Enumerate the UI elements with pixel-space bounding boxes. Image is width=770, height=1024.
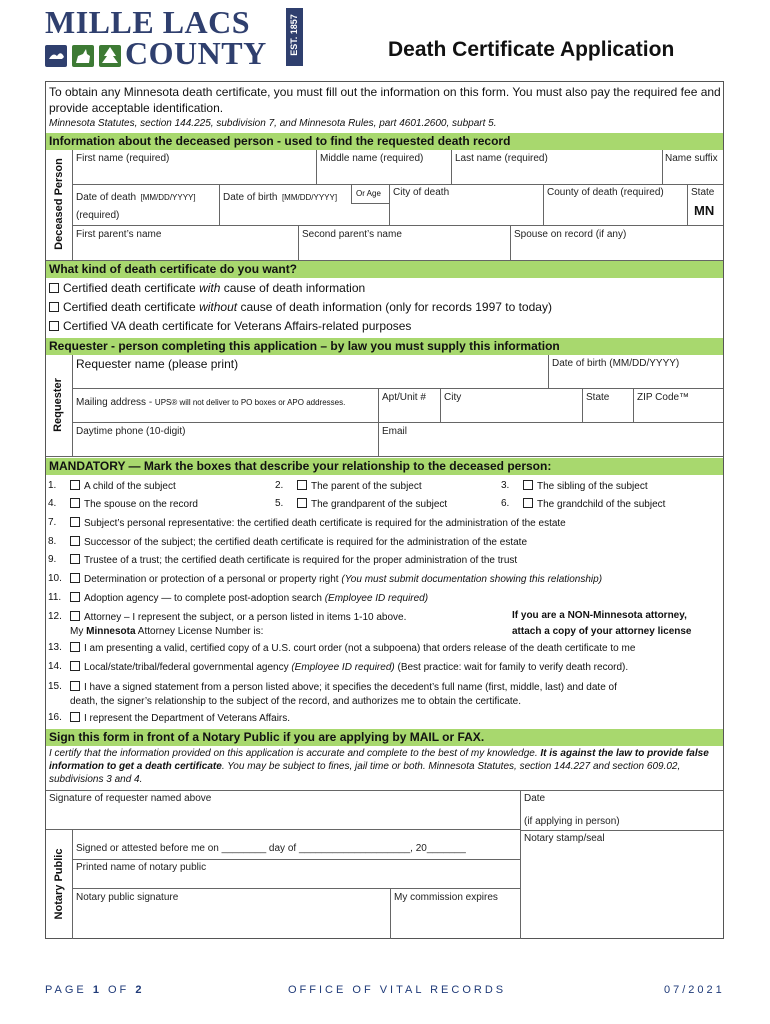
rel-7-text: Subject’s personal representative: the certified death certificate is required for the administration of the estate [84, 518, 566, 529]
rel-option-15[interactable] [70, 681, 617, 693]
zip-field[interactable]: ZIP Code™ [637, 392, 690, 403]
deceased-section-header: Information about the deceased person - used to find the requested death record [46, 133, 723, 150]
checkbox-icon[interactable] [70, 536, 80, 546]
checkbox-icon[interactable] [70, 712, 80, 722]
rel-option-13[interactable] [70, 642, 635, 654]
requester-section-header: Requester - person completing this application – by law you must supply this information [46, 338, 723, 355]
date-of-birth-label: Date of birth [223, 192, 278, 203]
kind-opt2-text2: cause of death information (only for records 1997 to today) [237, 300, 552, 314]
mailing-address-note: UPS® will not deliver to PO boxes or APO addresses. [154, 398, 346, 407]
deceased-side-label: Deceased Person [53, 158, 65, 250]
rel-num-9: 9. [48, 554, 57, 565]
page-total: 2 [135, 984, 145, 996]
rel-16-text: I represent the Department of Veterans Affairs. [84, 713, 291, 724]
rel-10-note: (You must submit documentation showing this relationship) [341, 574, 603, 585]
notary-printed-name-field[interactable]: Printed name of notary public [76, 862, 207, 873]
requester-dob-field[interactable]: Date of birth (MM/DD/YYYY) [552, 358, 680, 369]
signature-date-field[interactable]: Date [524, 793, 546, 804]
signed-before-field[interactable]: Signed or attested before me on ________ day of ____________________, 20_______ [76, 843, 466, 854]
rel-num-1: 1. [48, 480, 57, 491]
relationship-section-header: MANDATORY — Mark the boxes that describe your relationship to the deceased person: [46, 458, 723, 475]
rel-12-b2: Minnesota [86, 626, 136, 637]
date-of-death-required: (required) [76, 210, 120, 221]
checkbox-icon[interactable] [70, 661, 80, 671]
logo-est-badge [286, 8, 303, 66]
signature-date-note: (if applying in person) [524, 816, 620, 827]
rel-option-4[interactable] [70, 498, 198, 510]
rel-14-text2: (Best practice: wait for family to verify death record). [394, 662, 629, 673]
checkbox-icon[interactable] [70, 592, 80, 602]
page-label: PAGE [45, 984, 93, 996]
kind-option-with-cause[interactable] [49, 281, 365, 295]
rel-2-text: The parent of the subject [311, 481, 422, 492]
rel-option-5[interactable] [297, 498, 447, 510]
rel-num-5: 5. [275, 498, 284, 509]
commission-expires-field[interactable]: My commission expires [394, 892, 498, 903]
state-field[interactable]: State [586, 392, 610, 403]
rel-option-14[interactable] [70, 661, 628, 673]
rel-option-12[interactable] [70, 611, 406, 623]
notary-side-label-box [46, 830, 72, 939]
rel-4-text: The spouse on the record [84, 499, 198, 510]
rel-15-text: I have a signed statement from a person listed above; it specifies the decedent’s full name (first, middle, last) and date of [84, 682, 617, 693]
rel-1-text: A child of the subject [84, 481, 176, 492]
rel-15-continued: death, the signer’s relationship to the subject of the record, and authorizes me to obtain the certificate. [70, 696, 522, 707]
rel-12-text: Attorney – I represent the subject, or a person listed in items 1-10 above. [84, 612, 407, 623]
deceased-state-value: MN [694, 203, 715, 218]
intro-statute: Minnesota Statutes, section 144.225, subdivision 7, and Minnesota Rules, part 4601.2600, subpart 5. [49, 118, 497, 129]
first-name-field[interactable]: First name (required) [76, 153, 170, 164]
rel-option-3[interactable] [523, 480, 648, 492]
rel-10-text: Determination or protection of a personal or property right [84, 574, 342, 585]
rel-num-2: 2. [275, 480, 284, 491]
rel-num-7: 7. [48, 517, 57, 528]
logo-icons [45, 44, 129, 68]
rel-9-text: Trustee of a trust; the certified death certificate is required for the proper administration of the trust [84, 555, 518, 566]
rel-option-16[interactable] [70, 712, 290, 724]
deceased-side-label-box [46, 150, 72, 260]
requester-side-label: Requester [52, 378, 64, 432]
kind-opt3-text: Certified VA death certificate for Veterans Affairs-related purposes [63, 319, 412, 333]
attorney-license-label [70, 626, 263, 637]
footer-office: OFFICE OF VITAL RECORDS [288, 984, 507, 996]
checkbox-icon[interactable] [70, 611, 80, 621]
deceased-state-label: State [691, 187, 715, 198]
rel-5-text: The grandparent of the subject [311, 499, 448, 510]
certify-text-c: . You may be subject to fines, jail time or both. Minnesota Statutes, section 144.227 and section 609.02, subdivisions 3 and 4. [49, 761, 681, 785]
kind-option-without-cause[interactable] [49, 300, 552, 314]
rel-11-text: Adoption agency — to complete post-adoption search [84, 593, 325, 604]
rel-num-12: 12. [48, 611, 62, 622]
rel-num-4: 4. [48, 498, 57, 509]
footer-date: 07/2021 [664, 984, 725, 996]
checkbox-icon[interactable] [49, 302, 59, 312]
rel-num-16: 16. [48, 712, 62, 723]
city-field[interactable]: City [444, 392, 462, 403]
checkbox-icon[interactable] [49, 283, 59, 293]
middle-name-field[interactable]: Middle name (required) [320, 153, 424, 164]
date-of-birth-format: [MM/DD/YYYY] [281, 193, 338, 202]
checkbox-icon[interactable] [70, 573, 80, 583]
checkbox-icon[interactable] [70, 554, 80, 564]
date-of-death-field[interactable] [76, 187, 218, 223]
kind-opt1-text: Certified death certificate [63, 281, 200, 295]
first-parent-field[interactable]: First parent’s name [76, 229, 162, 240]
phone-field[interactable]: Daytime phone (10-digit) [76, 426, 186, 437]
rel-13-text: I am presenting a valid, certified copy of a U.S. court order (not a subpoena) that orders release of the death certificate to me [84, 643, 636, 654]
checkbox-icon[interactable] [70, 642, 80, 652]
kind-opt1-emph: with [199, 281, 221, 295]
rel-option-1[interactable] [70, 480, 176, 492]
rel-num-15: 15. [48, 681, 62, 692]
checkbox-icon[interactable] [297, 480, 307, 490]
rel-14-text: Local/state/tribal/federal governmental agency [84, 662, 292, 673]
checkbox-icon[interactable] [70, 498, 80, 508]
rel-option-10[interactable] [70, 573, 602, 585]
rel-option-6[interactable] [523, 498, 665, 510]
certify-text-a: I certify that the information provided on this application is accurate and complete to the best of my knowledge. [49, 748, 541, 759]
checkbox-icon[interactable] [70, 681, 80, 691]
kind-opt2-text: Certified death certificate [63, 300, 200, 314]
rel-12-b3: Attorney License Number is: [135, 626, 264, 637]
city-of-death-field[interactable]: City of death [393, 187, 450, 198]
requester-side-label-box [46, 355, 72, 456]
rel-num-11: 11. [48, 592, 62, 603]
rel-option-9[interactable] [70, 554, 517, 566]
checkbox-icon[interactable] [297, 498, 307, 508]
notary-signature-field[interactable]: Notary public signature [76, 892, 179, 903]
notary-section-header: Sign this form in front of a Notary Public if you are applying by MAIL or FAX. [46, 729, 723, 746]
kind-opt2-emph: without [199, 300, 238, 314]
rel-num-8: 8. [48, 536, 57, 547]
logo-line1: MILLE LACS [45, 4, 251, 40]
form-title: Death Certificate Application [388, 38, 675, 61]
mailing-address-field[interactable] [76, 392, 376, 420]
county-of-death-field[interactable]: County of death (required) [547, 187, 664, 198]
date-of-birth-field[interactable] [223, 187, 349, 223]
intro-text: To obtain any Minnesota death certificate, you must fill out the information on this form. You must also pay the required fee and provide acceptable identification. [49, 85, 721, 115]
checkbox-icon[interactable] [70, 480, 80, 490]
last-name-field[interactable]: Last name (required) [455, 153, 548, 164]
second-parent-field[interactable]: Second parent’s name [302, 229, 402, 240]
certify-text-b: It is against the law to provide false information to get a death certificate [49, 748, 709, 772]
mailing-address-label: Mailing address - [76, 397, 155, 408]
non-mn-attorney-note-1: If you are a NON-Minnesota attorney, [512, 610, 687, 621]
rel-11-note: (Employee ID required) [324, 593, 429, 604]
rel-option-2[interactable] [297, 480, 422, 492]
notary-stamp-field[interactable]: Notary stamp/seal [524, 833, 605, 844]
checkbox-icon[interactable] [523, 498, 533, 508]
county-logo [45, 4, 305, 71]
rel-num-3: 3. [501, 480, 510, 491]
spouse-field[interactable]: Spouse on record (if any) [514, 229, 627, 240]
rel-num-14: 14. [48, 661, 62, 672]
name-suffix-field[interactable]: Name suffix [665, 153, 718, 164]
notary-side-label: Notary Public [53, 848, 65, 920]
checkbox-icon[interactable] [49, 321, 59, 331]
or-age-field[interactable]: Or Age [356, 189, 381, 198]
kind-section-header: What kind of death certificate do you want? [46, 261, 723, 278]
date-of-death-label: Date of death [76, 192, 137, 203]
page-number [45, 984, 144, 996]
date-of-death-format: [MM/DD/YYYY] [140, 193, 196, 202]
logo-est-text: EST. 1857 [289, 14, 299, 56]
rel-3-text: The sibling of the subject [537, 481, 648, 492]
logo-line2: COUNTY [125, 35, 267, 71]
rel-option-8[interactable] [70, 536, 527, 548]
rel-12-b1: My [70, 626, 87, 637]
rel-num-6: 6. [501, 498, 510, 509]
page-of-label: OF [101, 984, 136, 996]
apt-field[interactable]: Apt/Unit # [382, 392, 426, 403]
non-mn-attorney-note-2: attach a copy of your attorney license [512, 626, 692, 637]
email-field[interactable]: Email [382, 426, 408, 437]
kind-option-va[interactable] [49, 319, 411, 333]
requester-name-field[interactable]: Requester name (please print) [76, 357, 239, 371]
rel-num-10: 10. [48, 573, 62, 584]
rel-6-text: The grandchild of the subject [537, 499, 666, 510]
kind-opt1-text2: cause of death information [220, 281, 366, 295]
rel-8-text: Successor of the subject; the certified death certificate is required for the administration of the estate [84, 537, 528, 548]
requester-signature-field[interactable]: Signature of requester named above [49, 793, 212, 804]
logo-wildlife-icons [45, 44, 129, 68]
rel-14-note: (Employee ID required) [291, 662, 395, 673]
checkbox-icon[interactable] [523, 480, 533, 490]
page-current: 1 [92, 984, 102, 996]
rel-num-13: 13. [48, 642, 62, 653]
rel-option-11[interactable] [70, 592, 428, 604]
certify-statement [49, 747, 721, 786]
rel-option-7[interactable] [70, 517, 566, 529]
checkbox-icon[interactable] [70, 517, 80, 527]
